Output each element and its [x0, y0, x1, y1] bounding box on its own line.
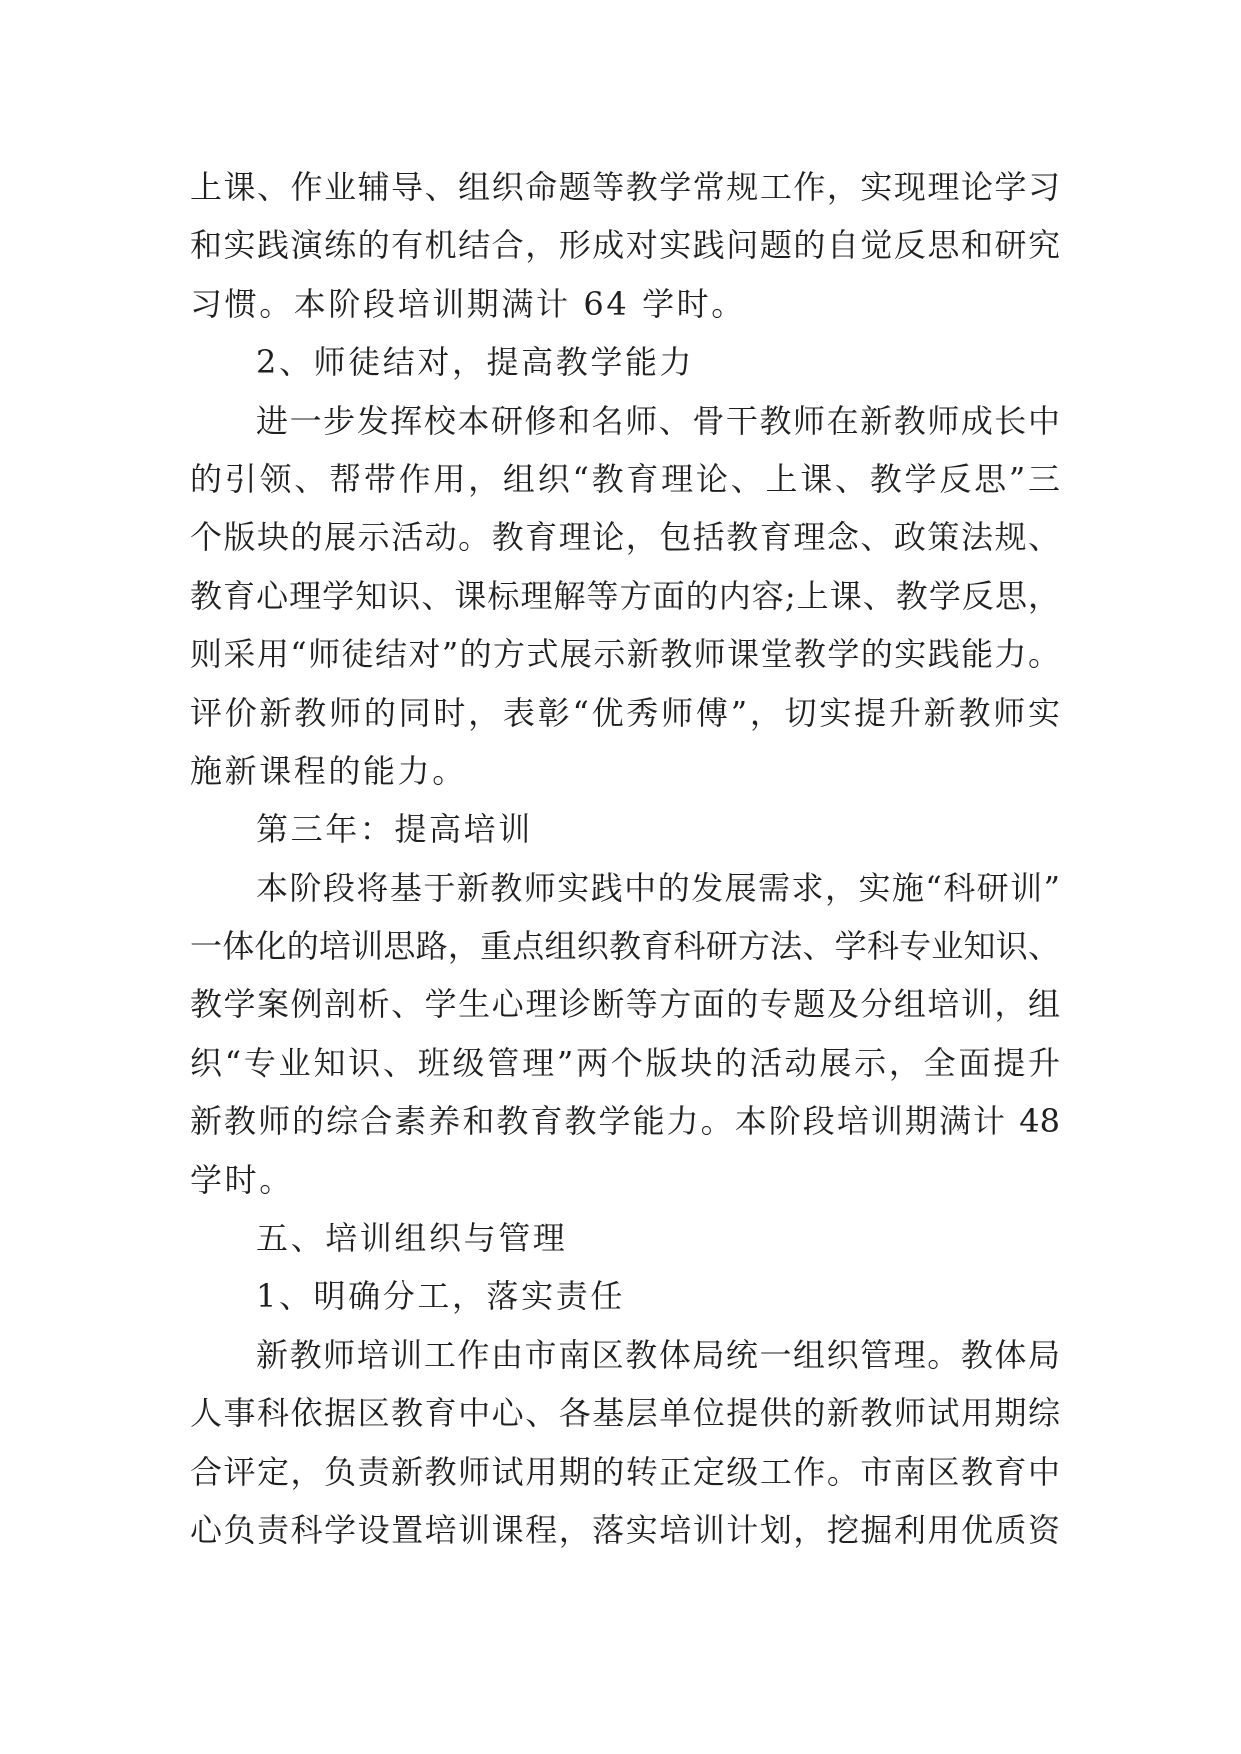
- section-heading: 第三年：提高培训: [256, 810, 533, 849]
- section-heading: 五、培训组织与管理: [256, 1219, 568, 1258]
- document-body: [190, 158, 1060, 1559]
- text-line: 进一步发挥校本研修和名师、骨干教师在新教师成长中: [256, 401, 1060, 440]
- text-line: 新教师培训工作由市南区教体局统一组织管理。教体局: [256, 1335, 1060, 1374]
- text-line: 的引领、帮带作用，组织“教育理论、上课、教学反思”三: [190, 459, 1060, 498]
- text-line: 学时。: [190, 1160, 294, 1199]
- text-line: 一体化的培训思路，重点组织教育科研方法、学科专业知识、: [190, 927, 1060, 966]
- text-line: 个版块的展示活动。教育理论，包括教育理念、政策法规、: [190, 518, 1060, 557]
- text-line: 教学案例剖析、学生心理诊断等方面的专题及分组培训，组: [190, 985, 1060, 1024]
- text-line: 习惯。本阶段培训期满计 64 学时。: [190, 284, 746, 323]
- text-line: 则采用“师徒结对”的方式展示新教师课堂教学的实践能力。: [190, 635, 1060, 674]
- text-line: 新教师的综合素养和教育教学能力。本阶段培训期满计 48: [190, 1102, 1060, 1141]
- text-line: 人事科依据区教育中心、各基层单位提供的新教师试用期综: [190, 1394, 1060, 1433]
- text-line: 本阶段将基于新教师实践中的发展需求，实施“科研训”: [256, 868, 1060, 907]
- section-heading: 2、师徒结对，提高教学能力: [256, 343, 695, 382]
- text-line: 织“专业知识、班级管理”两个版块的活动展示，全面提升: [190, 1043, 1060, 1082]
- text-line: 评价新教师的同时，表彰“优秀师傅”，切实提升新教师实: [190, 693, 1060, 732]
- text-line: 合评定，负责新教师试用期的转正定级工作。市南区教育中: [190, 1452, 1060, 1491]
- text-line: 上课、作业辅导、组织命题等教学常规工作，实现理论学习: [190, 168, 1060, 206]
- text-line: 施新课程的能力。: [190, 751, 467, 790]
- text-line: 和实践演练的有机结合，形成对实践问题的自觉反思和研究: [190, 226, 1060, 265]
- section-heading: 1、明确分工，落实责任: [256, 1277, 625, 1316]
- text-line: 教育心理学知识、课标理解等方面的内容;上课、教学反思，: [190, 576, 1060, 615]
- text-line: 心负责科学设置培训课程，落实培训计划，挖掘利用优质资: [190, 1510, 1060, 1549]
